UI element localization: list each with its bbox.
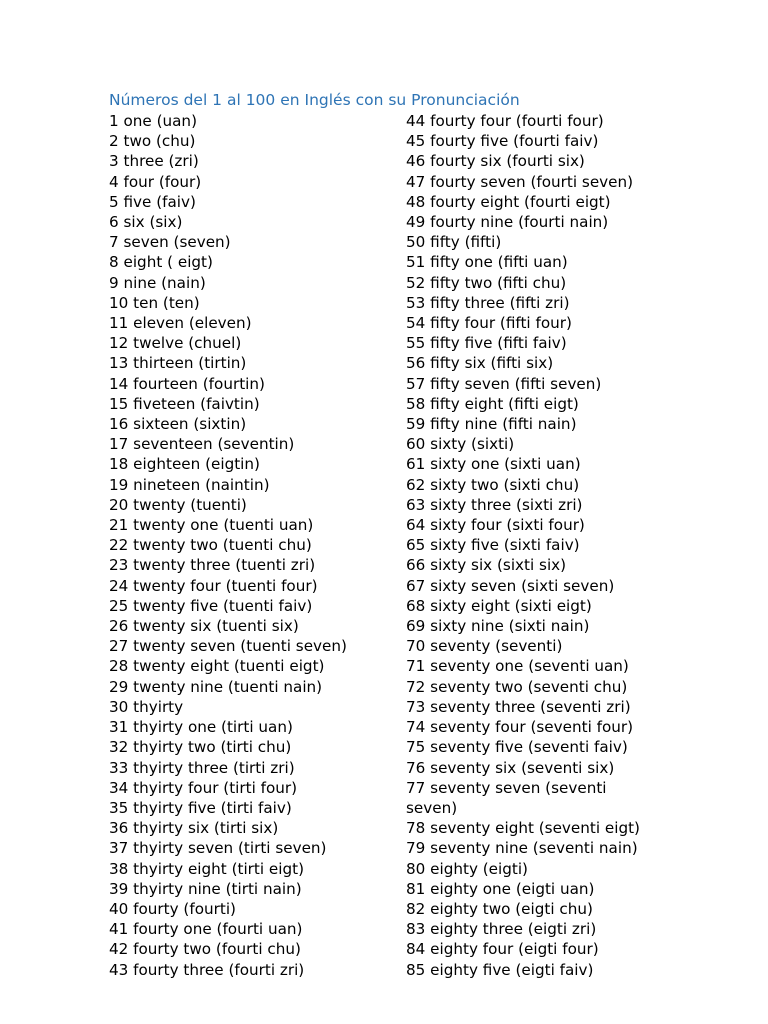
number-entry: 44 fourty four (fourti four)	[406, 112, 604, 130]
number-entry: 75 seventy five (seventi faiv)	[406, 738, 628, 757]
number-entry: 3 three (zri)	[109, 152, 199, 171]
number-entry: 50 fifty (fifti)	[406, 233, 502, 252]
number-entry: 20 twenty (tuenti)	[109, 495, 247, 514]
number-entry: 32 thyirty two (tirti chu)	[109, 738, 292, 757]
number-entry: 77 seventy seven (seventi seven)	[406, 778, 607, 817]
number-entry: 29 twenty nine (tuenti nain)	[109, 677, 323, 696]
number-entry: 12 twelve (chuel)	[109, 334, 242, 353]
number-entry: 2 two (chu)	[109, 132, 196, 151]
number-entry: 84 eighty four (eigti four)	[406, 940, 599, 959]
number-entry: 17 seventeen (seventin)	[109, 435, 295, 454]
number-entry: 55 fifty five (fifti faiv)	[406, 334, 567, 353]
document-title: Números del 1 al 100 en Inglés con su Pronunciación	[109, 91, 520, 109]
number-entry: 22 twenty two (tuenti chu)	[109, 536, 312, 555]
number-entry: 18 eighteen (eigtin)	[109, 455, 260, 474]
numbers-left-column	[109, 111, 394, 980]
number-entry: 8 eight ( eigt)	[109, 253, 213, 272]
number-entry: 7 seven (seven)	[109, 233, 231, 252]
number-entry: 19 nineteen (naintin)	[109, 475, 270, 494]
number-entry: 46 fourty six (fourti six)	[406, 152, 585, 171]
number-entry: 51 fifty one (fifti uan)	[406, 253, 568, 272]
number-entry: 78 seventy eight (seventi eigt)	[406, 819, 640, 838]
number-entry: 43 fourty three (fourti zri)	[109, 960, 305, 979]
number-entry: 31 thyirty one (tirti uan)	[109, 718, 293, 737]
number-entry: 83 eighty three (eigti zri)	[406, 920, 597, 939]
number-entry: 27 twenty seven (tuenti seven)	[109, 637, 347, 656]
number-entry: 47 fourty seven (fourti seven)	[406, 172, 634, 191]
number-entry: 26 twenty six (tuenti six)	[109, 617, 299, 636]
number-entry: 13 thirteen (tirtin)	[109, 354, 247, 373]
number-entry: 30 thyirty	[109, 697, 184, 716]
number-entry: 37 thyirty seven (tirti seven)	[109, 839, 327, 858]
number-entry: 4 four (four)	[109, 172, 202, 191]
number-entry: 9 nine (nain)	[109, 273, 206, 292]
number-entry: 10 ten (ten)	[109, 293, 200, 312]
number-entry: 58 fifty eight (fifti eigt)	[406, 394, 579, 413]
number-entry: 15 fiveteen (faivtin)	[109, 394, 260, 413]
number-entry: 38 thyirty eight (tirti eigt)	[109, 859, 304, 878]
number-entry: 69 sixty nine (sixti nain)	[406, 617, 590, 636]
number-entry: 40 fourty (fourti)	[109, 899, 236, 918]
number-entry: 34 thyirty four (tirti four)	[109, 778, 298, 797]
number-entry: 6 six (six)	[109, 213, 183, 232]
number-entry: 57 fifty seven (fifti seven)	[406, 374, 602, 393]
number-entry: 54 fifty four (fifti four)	[406, 314, 572, 333]
number-entry: 64 sixty four (sixti four)	[406, 516, 585, 535]
number-entry: 82 eighty two (eigti chu)	[406, 899, 593, 918]
number-entry: 28 twenty eight (tuenti eigt)	[109, 657, 325, 676]
number-entry: 79 seventy nine (seventi nain)	[406, 839, 638, 858]
number-entry: 16 sixteen (sixtin)	[109, 415, 247, 434]
number-entry: 42 fourty two (fourti chu)	[109, 940, 301, 959]
number-entry: 36 thyirty six (tirti six)	[109, 819, 279, 838]
number-entry: 52 fifty two (fifti chu)	[406, 273, 567, 292]
number-entry: 48 fourty eight (fourti eigt)	[406, 192, 611, 211]
number-entry: 85 eighty five (eigti faiv)	[406, 960, 594, 979]
number-entry: 67 sixty seven (sixti seven)	[406, 576, 615, 595]
number-entry: 1 one (uan)	[109, 112, 197, 130]
number-entry: 35 thyirty five (tirti faiv)	[109, 798, 292, 817]
number-entry: 81 eighty one (eigti uan)	[406, 879, 595, 898]
number-entry: 11 eleven (eleven)	[109, 314, 252, 333]
number-entry: 24 twenty four (tuenti four)	[109, 576, 318, 595]
number-entry: 65 sixty five (sixti faiv)	[406, 536, 580, 555]
number-entry: 71 seventy one (seventi uan)	[406, 657, 629, 676]
number-entry: 62 sixty two (sixti chu)	[406, 475, 580, 494]
number-entry: 49 fourty nine (fourti nain)	[406, 213, 609, 232]
number-entry: 59 fifty nine (fifti nain)	[406, 415, 577, 434]
number-entry: 80 eighty (eigti)	[406, 859, 528, 878]
number-entry: 39 thyirty nine (tirti nain)	[109, 879, 302, 898]
number-entry: 41 fourty one (fourti uan)	[109, 920, 303, 939]
number-entry: 23 twenty three (tuenti zri)	[109, 556, 316, 575]
number-entry: 74 seventy four (seventi four)	[406, 718, 634, 737]
number-entry: 72 seventy two (seventi chu)	[406, 677, 628, 696]
number-entry: 60 sixty (sixti)	[406, 435, 515, 454]
number-entry: 53 fifty three (fifti zri)	[406, 293, 570, 312]
number-entry: 33 thyirty three (tirti zri)	[109, 758, 295, 777]
number-entry: 66 sixty six (sixti six)	[406, 556, 567, 575]
number-entry: 45 fourty five (fourti faiv)	[406, 132, 599, 151]
number-entry: 68 sixty eight (sixti eigt)	[406, 596, 592, 615]
number-entry: 5 five (faiv)	[109, 192, 196, 211]
numbers-right-column	[406, 111, 656, 980]
number-entry: 56 fifty six (fifti six)	[406, 354, 554, 373]
number-entry: 25 twenty five (tuenti faiv)	[109, 596, 313, 615]
number-entry: 76 seventy six (seventi six)	[406, 758, 615, 777]
number-entry: 63 sixty three (sixti zri)	[406, 495, 583, 514]
number-entry: 70 seventy (seventi)	[406, 637, 563, 656]
number-entry: 21 twenty one (tuenti uan)	[109, 516, 314, 535]
number-entry: 61 sixty one (sixti uan)	[406, 455, 581, 474]
number-entry: 14 fourteen (fourtin)	[109, 374, 265, 393]
number-entry: 73 seventy three (seventi zri)	[406, 697, 631, 716]
